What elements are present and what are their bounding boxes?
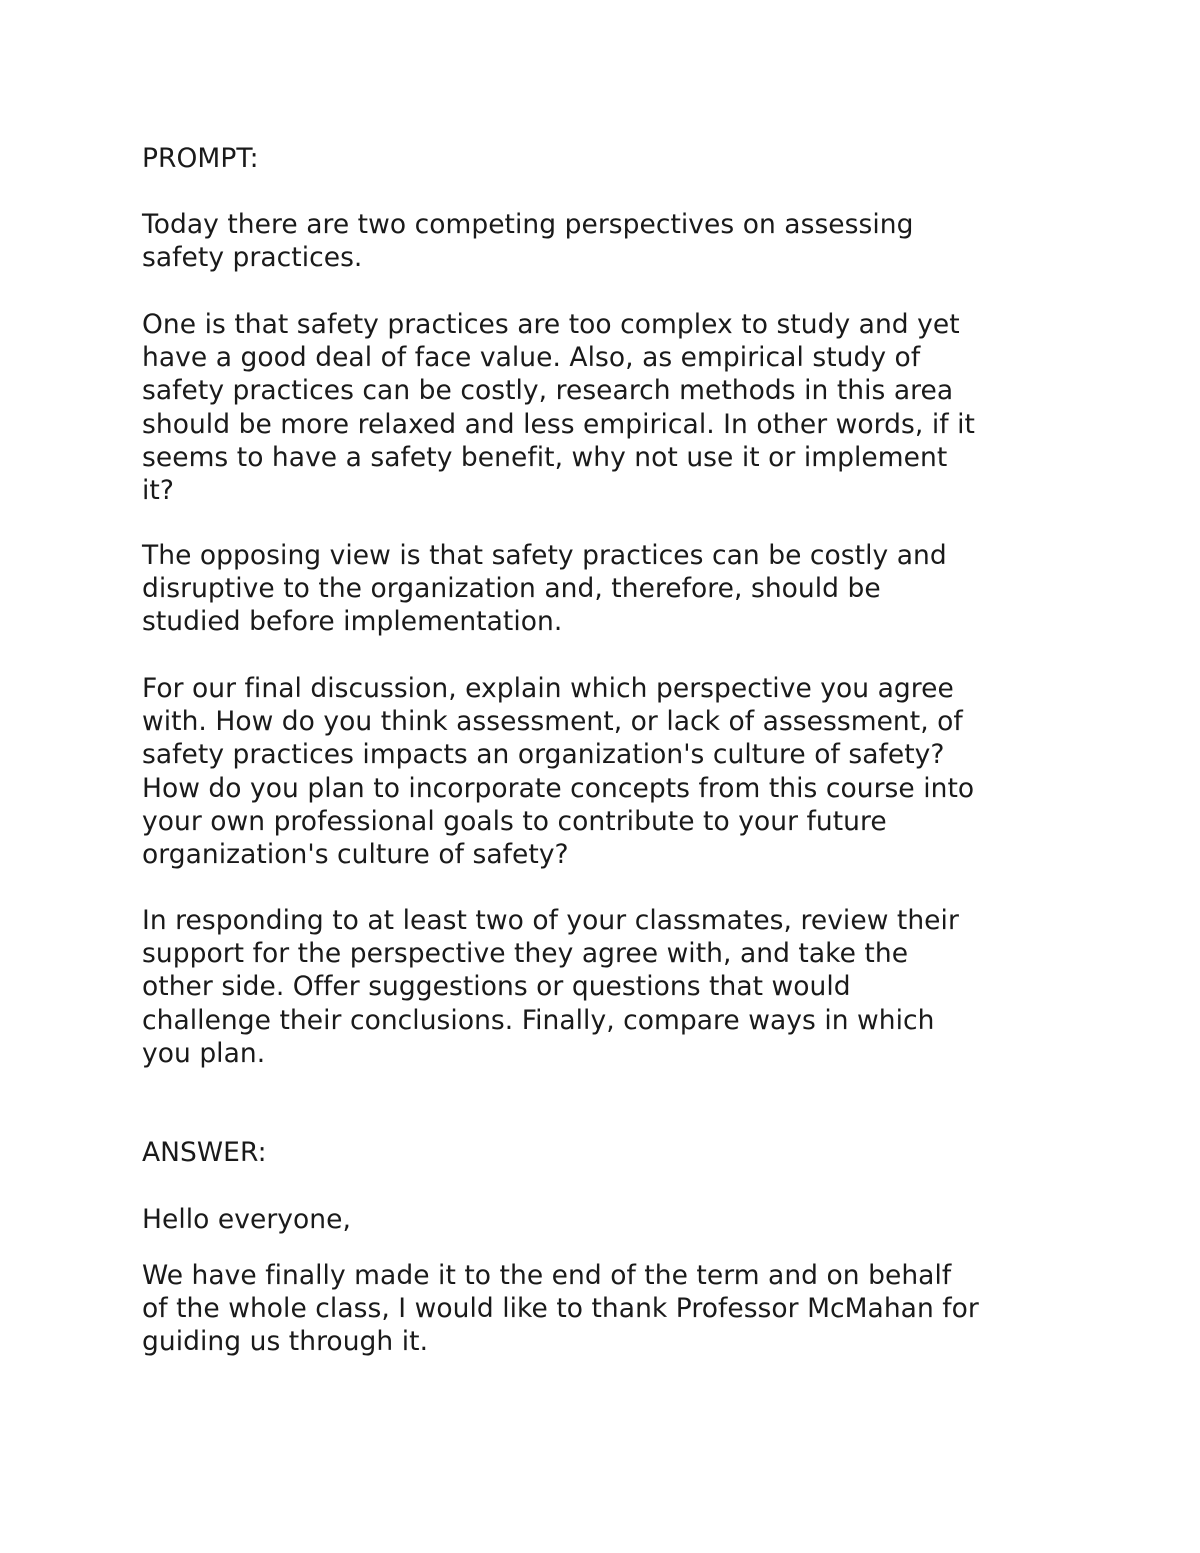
prompt-paragraph-opposing-view: [142, 539, 1072, 639]
text-line: safety practices.: [142, 242, 363, 274]
text-line: you plan.: [142, 1037, 266, 1069]
text-line: safety practices impacts an organization's culture of safety?: [142, 739, 945, 771]
prompt-paragraph-first-view: [142, 308, 1072, 507]
text-line: ANSWER:: [142, 1137, 267, 1168]
answer-paragraph: [142, 1259, 1072, 1359]
answer-greeting: [142, 1203, 1072, 1236]
text-line: guiding us through it.: [142, 1326, 429, 1358]
text-line: safety practices can be costly, research methods in this area: [142, 375, 954, 407]
text-line: We have finally made it to the end of the term and on behalf: [142, 1260, 952, 1291]
text-line: studied before implementation.: [142, 606, 563, 638]
text-line: other side. Offer suggestions or questions that would: [142, 971, 851, 1003]
text-line: challenge their conclusions. Finally, compare ways in which: [142, 1004, 935, 1036]
text-line: it?: [142, 475, 174, 507]
text-line: should be more relaxed and less empirical. In other words, if it: [142, 408, 975, 440]
text-line: have a good deal of face value. Also, as empirical study of: [142, 342, 921, 374]
text-line: your own professional goals to contribute to your future: [142, 805, 887, 837]
text-line: PROMPT:: [142, 143, 259, 174]
text-line: of the whole class, I would like to thank Professor McMahan for: [142, 1293, 979, 1325]
text-line: disruptive to the organization and, therefore, should be: [142, 573, 881, 605]
prompt-heading: [142, 142, 1072, 175]
prompt-paragraph-responses: [142, 904, 1072, 1070]
text-line: In responding to at least two of your classmates, review their: [142, 905, 959, 936]
prompt-paragraph-discussion: [142, 672, 1072, 871]
text-line: Today there are two competing perspectives on assessing: [142, 209, 914, 240]
answer-heading: [142, 1136, 1072, 1169]
text-line: How do you plan to incorporate concepts from this course into: [142, 772, 975, 804]
text-line: with. How do you think assessment, or lack of assessment, of: [142, 706, 963, 738]
text-line: The opposing view is that safety practices can be costly and: [142, 540, 947, 571]
text-line: One is that safety practices are too complex to study and yet: [142, 309, 960, 340]
text-line: support for the perspective they agree with, and take the: [142, 938, 909, 970]
text-line: For our final discussion, explain which perspective you agree: [142, 673, 954, 704]
text-line: Hello everyone,: [142, 1204, 351, 1235]
prompt-paragraph-intro: [142, 208, 1072, 274]
text-line: seems to have a safety benefit, why not use it or implement: [142, 441, 948, 473]
text-line: organization's culture of safety?: [142, 839, 569, 871]
